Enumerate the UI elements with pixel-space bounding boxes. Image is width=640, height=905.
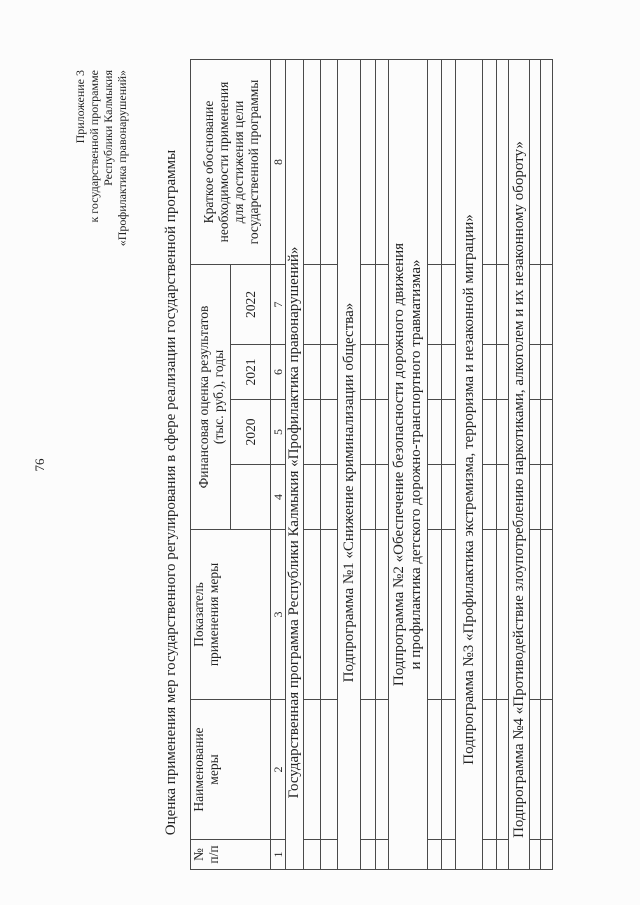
appendix-line: к государственной программе: [87, 70, 101, 223]
section-title-line: Подпрограмма №4 «Противодействие злоупотреблению наркотиками, алкоголем и их незаконному обороту»: [510, 141, 527, 838]
header-justification: [191, 60, 271, 265]
empty-cell: [442, 400, 456, 465]
empty-cell: [530, 400, 541, 465]
empty-cell: [361, 345, 376, 400]
empty-cell: [530, 265, 541, 345]
empty-cell: [442, 265, 456, 345]
table-header-row: [191, 60, 231, 870]
appendix-line: Приложение 3: [73, 70, 87, 144]
empty-cell: [304, 465, 321, 530]
empty-cell: [442, 60, 456, 265]
empty-cell: [541, 530, 553, 700]
table-row: [304, 60, 321, 870]
table-row: [541, 60, 553, 870]
header-line: №: [191, 848, 206, 861]
section-title-line: Подпрограмма №3 «Профилактика экстремизма, терроризма и незаконной миграции»: [460, 214, 477, 765]
empty-cell: [428, 345, 442, 400]
document-title: Оценка применения мер государственного регулирования в сфере реализации государственной программы: [163, 149, 179, 836]
section-row-state-program: [286, 60, 304, 870]
empty-cell: [497, 400, 509, 465]
column-numbers-row: [271, 60, 286, 870]
column-number: 4: [271, 465, 286, 530]
empty-cell: [361, 400, 376, 465]
header-line: государственной программы: [245, 79, 261, 245]
header-line: меры: [206, 754, 221, 785]
header-year: 2020: [231, 400, 271, 465]
empty-cell: [497, 465, 509, 530]
empty-cell: [541, 840, 553, 870]
section-title: [509, 60, 530, 870]
empty-cell: [361, 700, 376, 840]
empty-cell: [530, 60, 541, 265]
empty-cell: [376, 345, 389, 400]
column-number: 5: [271, 400, 286, 465]
empty-cell: [376, 265, 389, 345]
header-line: Показатель: [191, 582, 206, 647]
empty-cell: [304, 60, 321, 265]
empty-cell: [483, 345, 497, 400]
empty-cell: [483, 400, 497, 465]
column-number: 7: [271, 265, 286, 345]
empty-cell: [376, 400, 389, 465]
section-title-line: Государственная программа Республики Калмыкия «Профилактика правонарушений»: [286, 246, 302, 799]
header-financial-assessment: [191, 265, 231, 530]
section-title: [286, 60, 304, 870]
header-year-empty: [231, 465, 271, 530]
empty-cell: [530, 530, 541, 700]
empty-cell: [530, 345, 541, 400]
table-row: [428, 60, 442, 870]
table-row: [442, 60, 456, 870]
empty-cell: [497, 345, 509, 400]
empty-cell: [530, 465, 541, 530]
section-row-subprogram-1: [338, 60, 361, 870]
empty-cell: [442, 840, 456, 870]
empty-cell: [483, 60, 497, 265]
header-line: Наименование: [191, 727, 206, 812]
empty-cell: [304, 530, 321, 700]
empty-cell: [442, 465, 456, 530]
empty-cell: [497, 265, 509, 345]
empty-cell: [361, 840, 376, 870]
empty-cell: [483, 840, 497, 870]
header-measure-name: [191, 700, 271, 840]
empty-cell: [304, 700, 321, 840]
empty-cell: [321, 700, 338, 840]
header-line: Краткое обоснование: [200, 100, 216, 224]
section-title: [389, 60, 428, 870]
empty-cell: [497, 840, 509, 870]
empty-cell: [497, 60, 509, 265]
column-number: 6: [271, 345, 286, 400]
empty-cell: [483, 700, 497, 840]
page-number: 76: [32, 458, 47, 472]
empty-cell: [376, 700, 389, 840]
appendix-note: [73, 70, 129, 246]
empty-cell: [304, 345, 321, 400]
table-row: [376, 60, 389, 870]
header-line: Финансовая оценка результатов: [195, 305, 211, 489]
header-year: 2022: [231, 265, 271, 345]
empty-cell: [483, 530, 497, 700]
empty-cell: [361, 265, 376, 345]
measures-table: [190, 59, 553, 870]
empty-cell: [428, 700, 442, 840]
section-row-subprogram-3: [456, 60, 483, 870]
empty-cell: [428, 60, 442, 265]
empty-cell: [541, 400, 553, 465]
table-row: [497, 60, 509, 870]
empty-cell: [428, 265, 442, 345]
empty-cell: [376, 465, 389, 530]
empty-cell: [321, 465, 338, 530]
table-row: [361, 60, 376, 870]
empty-cell: [497, 530, 509, 700]
empty-cell: [541, 345, 553, 400]
column-number: 1: [271, 840, 286, 870]
empty-cell: [483, 265, 497, 345]
empty-cell: [321, 530, 338, 700]
header-number: [191, 840, 271, 870]
empty-cell: [321, 345, 338, 400]
empty-cell: [428, 530, 442, 700]
empty-cell: [428, 465, 442, 530]
section-row-subprogram-2: [389, 60, 428, 870]
column-number: 3: [271, 530, 286, 700]
appendix-line: «Профилактика правонарушений»: [115, 70, 129, 247]
section-title-line: Подпрограмма №1 «Снижение криминализации общества»: [340, 302, 357, 683]
empty-cell: [442, 700, 456, 840]
column-number: 8: [271, 60, 286, 265]
empty-cell: [376, 530, 389, 700]
empty-cell: [304, 840, 321, 870]
empty-cell: [541, 60, 553, 265]
empty-cell: [376, 60, 389, 265]
empty-cell: [483, 465, 497, 530]
empty-cell: [304, 400, 321, 465]
empty-cell: [361, 465, 376, 530]
table-row: [483, 60, 497, 870]
empty-cell: [321, 840, 338, 870]
header-line: необходимости применения: [215, 81, 231, 243]
empty-cell: [428, 400, 442, 465]
empty-cell: [376, 840, 389, 870]
section-title-line: Подпрограмма №2 «Обеспечение безопасности дорожного движения: [391, 242, 407, 687]
section-title: [338, 60, 361, 870]
section-row-subprogram-4: [509, 60, 530, 870]
header-line: (тыс. руб.), годы: [210, 349, 226, 445]
header-line: для достижения цели: [230, 100, 246, 224]
empty-cell: [541, 465, 553, 530]
table-row: [530, 60, 541, 870]
section-title: [456, 60, 483, 870]
header-indicator: [191, 530, 271, 700]
appendix-line: Республики Калмыкия: [101, 70, 115, 186]
section-title-line: и профилактика детского дорожно-транспортного травматизма»: [408, 259, 424, 670]
header-line: применения меры: [206, 562, 221, 667]
empty-cell: [361, 530, 376, 700]
header-year: 2021: [231, 345, 271, 400]
header-line: п/п: [206, 845, 221, 864]
table-row: [321, 60, 338, 870]
empty-cell: [321, 400, 338, 465]
empty-cell: [361, 60, 376, 265]
empty-cell: [530, 840, 541, 870]
empty-cell: [321, 60, 338, 265]
column-number: 2: [271, 700, 286, 840]
empty-cell: [497, 700, 509, 840]
empty-cell: [442, 530, 456, 700]
empty-cell: [321, 265, 338, 345]
empty-cell: [541, 700, 553, 840]
empty-cell: [530, 700, 541, 840]
empty-cell: [442, 345, 456, 400]
empty-cell: [541, 265, 553, 345]
empty-cell: [428, 840, 442, 870]
empty-cell: [304, 265, 321, 345]
